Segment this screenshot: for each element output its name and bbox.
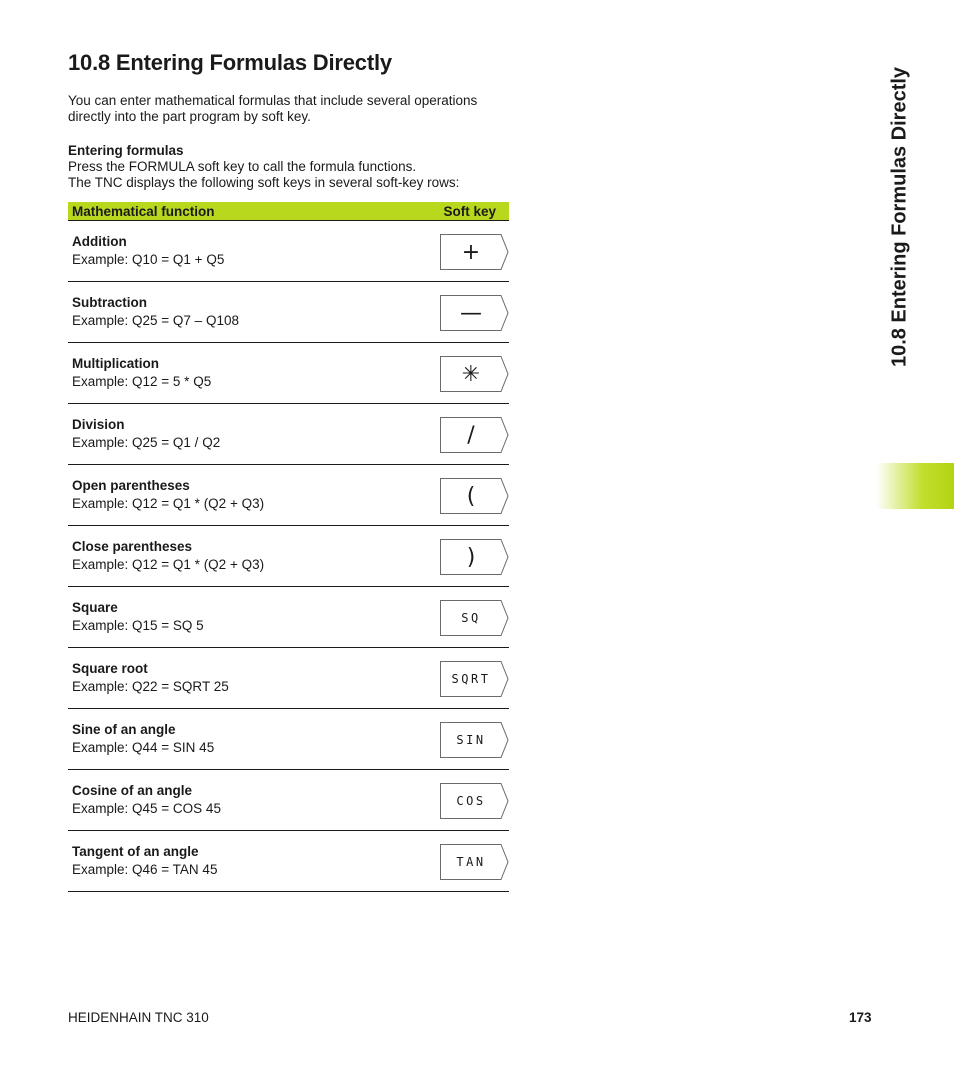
table-row [68,648,509,709]
section-line-1: Press the FORMULA soft key to call the formula functions. [68,159,417,174]
function-example-square: Example: Q15 = SQ 5 [72,618,204,633]
side-chapter-title-text: 10.8 Entering Formulas Directly [888,66,911,368]
function-name-tangent-of-an-angle: Tangent of an angle [72,844,199,859]
function-name-multiplication: Multiplication [72,356,159,371]
function-name-square-root: Square root [72,661,148,676]
function-example-multiplication: Example: Q12 = 5 * Q5 [72,374,212,389]
function-table [68,202,509,892]
softkey-label-square-root: SQRT [451,672,491,686]
table-row [68,282,509,343]
function-name-open-parentheses: Open parentheses [72,478,190,493]
table-row [68,526,509,587]
softkey-label-tangent-of-an-angle: TAN [456,855,486,869]
function-name-addition: Addition [72,234,127,249]
table-header [68,202,509,221]
section-line-2: The TNC displays the following soft keys in several soft-key rows: [68,175,460,190]
softkey-label-close-parentheses: ) [466,544,476,570]
softkey-label-addition: + [461,239,481,265]
function-name-division: Division [72,417,125,432]
function-example-square-root: Example: Q22 = SQRT 25 [72,679,229,694]
table-row [68,404,509,465]
softkey-multiplication [440,356,509,392]
side-chapter-title [870,52,930,382]
function-name-square: Square [72,600,118,615]
function-example-division: Example: Q25 = Q1 / Q2 [72,435,221,450]
page-title: 10.8 Entering Formulas Directly [68,50,392,75]
softkey-addition [440,234,509,270]
softkey-square [440,600,509,636]
function-example-close-parentheses: Example: Q12 = Q1 * (Q2 + Q3) [72,557,265,572]
function-example-tangent-of-an-angle: Example: Q46 = TAN 45 [72,862,218,877]
header-function: Mathematical function [72,203,215,219]
function-example-cosine-of-an-angle: Example: Q45 = COS 45 [72,801,221,816]
table-row [68,465,509,526]
softkey-label-multiplication: ✳ [461,361,481,387]
entering-formulas-section [68,143,518,191]
function-example-sine-of-an-angle: Example: Q44 = SIN 45 [72,740,215,755]
header-softkey: Soft key [443,203,496,219]
page-number: 173 [849,1010,872,1025]
section-heading: Entering formulas [68,143,184,158]
table-row [68,221,509,282]
softkey-tangent-of-an-angle [440,844,509,880]
softkey-label-cosine-of-an-angle: COS [456,794,486,808]
softkey-square-root [440,661,509,697]
softkey-sine-of-an-angle [440,722,509,758]
function-example-open-parentheses: Example: Q12 = Q1 * (Q2 + Q3) [72,496,265,511]
softkey-label-division: / [467,422,475,448]
softkey-label-sine-of-an-angle: SIN [456,733,486,747]
table-row [68,343,509,404]
softkey-open-parentheses [440,478,509,514]
table-row [68,709,509,770]
function-name-sine-of-an-angle: Sine of an angle [72,722,176,737]
table-rows [68,221,509,892]
intro-paragraph: You can enter mathematical formulas that include several operations directly into the part program by soft key. [68,93,478,124]
function-name-close-parentheses: Close parentheses [72,539,193,554]
footer-product: HEIDENHAIN TNC 310 [68,1010,209,1025]
softkey-close-parentheses [440,539,509,575]
softkey-label-subtraction: — [460,300,482,326]
function-example-subtraction: Example: Q25 = Q7 – Q108 [72,313,239,328]
table-row [68,770,509,831]
softkey-label-square: SQ [461,611,481,625]
function-name-cosine-of-an-angle: Cosine of an angle [72,783,193,798]
softkey-division [440,417,509,453]
softkey-cosine-of-an-angle [440,783,509,819]
function-example-addition: Example: Q10 = Q1 + Q5 [72,252,225,267]
chapter-tab-marker [876,463,954,509]
softkey-label-open-parentheses: ( [466,483,476,509]
table-row [68,831,509,892]
function-name-subtraction: Subtraction [72,295,148,310]
table-row [68,587,509,648]
softkey-subtraction [440,295,509,331]
